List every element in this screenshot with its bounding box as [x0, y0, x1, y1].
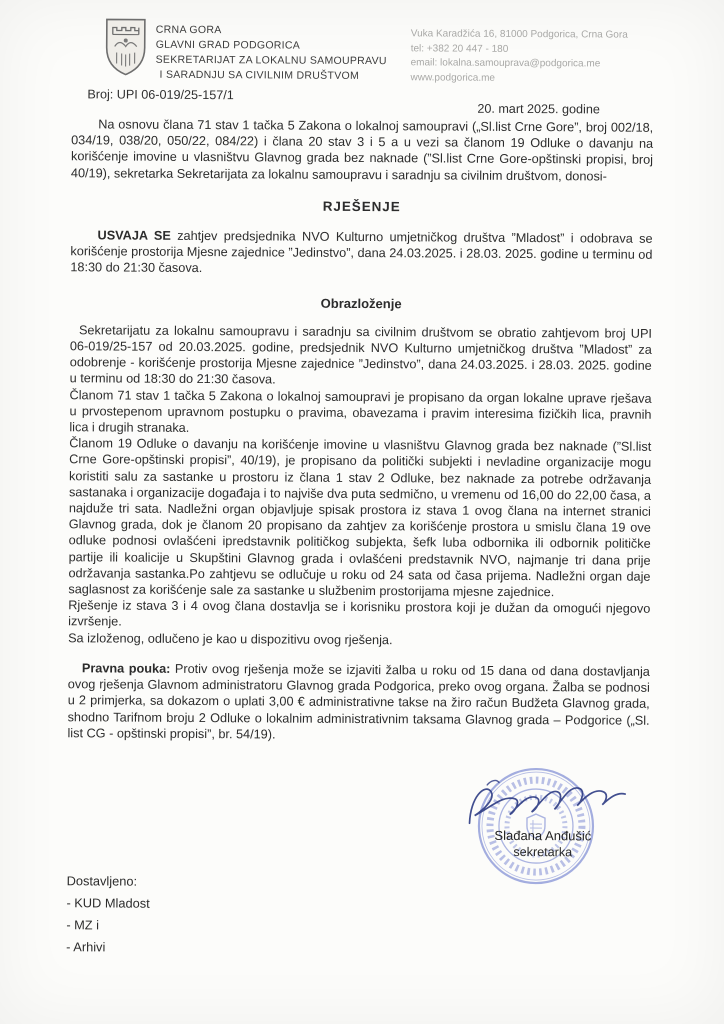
contact-website: www.podgorica.me: [410, 71, 496, 84]
legal-remedy-paragraph: [67, 660, 649, 745]
distribution-item: - Arhivi: [66, 939, 106, 955]
org-line-country: CRNA GORA: [155, 23, 222, 37]
distribution-label: Dostavljeno:: [66, 873, 138, 889]
org-line-dept-2: I SARADNJU SA CIVILNIM DRUŠTVOM: [159, 68, 360, 82]
signatory-title: sekretarka: [513, 844, 573, 860]
document-body: [67, 116, 653, 744]
org-line-city: GLAVNI GRAD PODGORICA: [155, 38, 301, 52]
document-number: Broj: UPI 06-019/25-157/1: [87, 87, 234, 103]
contact-phone: tel: +382 20 447 - 180: [410, 42, 509, 55]
document-date: 20. mart 2025. godine: [477, 101, 600, 117]
distribution-item: - KUD Mladost: [66, 895, 150, 911]
distribution-item: - MZ i: [66, 917, 100, 933]
decision-lead: USVAJA SE: [97, 228, 171, 243]
org-line-dept-1: SEKRETARIJAT ZA LOKALNU SAMOUPRAVU: [155, 53, 387, 68]
document-title: RJEŠENJE: [322, 198, 401, 215]
signatory-name: Slađana Anđušić: [494, 827, 592, 844]
decision-paragraph: [70, 227, 652, 279]
explanation-paragraph-3: Članom 19 Odluke o davanju na korišćenje imovine u vlasništvu Glavnog grada bez naknade (”Sl.list Crne Gore-opštinski propisi”, 40/19), je propisano da politički subjekti i nevladine organizacije mogu koristiti salu za sastanke u prostoru iz člana 1 stav 2 Odluke, bez naknade za potrebe održavanja sastanaka i organizacije događaja i to najviše dva puta sedmično, u vremenu od 16,00 do 22,00 časa, a najduže tri sata. Nadležni organ objavljuje spisak prostora iz stava 1 ovog člana na internet stranici Glavnog grada, dok je članom 20 propisano da zahtjev za korišćenje prostora u smislu člana 19 ove odluke podnosi ovlašćeni ipredstavnik političkog subjekta, šefk luba odbornika ili odbornik političke partije ili koalicije u Skupštini Glavnog grada i ovlašćeni predstavnik NVO, najmanje tri dana prije održavanja sastanka.Po zahtjevu se odlučuje u roku od 24 sata od časa prijema. Nadležni organ daje saglasnost za korišćenje sale za sastanke u službenim prostorijama mjesne zajednice.: [68, 436, 652, 600]
explanation-paragraph-4: Rješenje iz stava 3 i 4 ovog člana dostavlja se i korisniku prostora koji je dužan da omogući njegovo izvršenje.: [68, 598, 651, 630]
decision-text: zahtjev predsjednika NVO Kulturno umjetničkog društva ”Mladost” i odobrava se korišćenje prostorija Mjesne zajednice ”Jedinstvo”, dana 24.03.2025. i 28.03. 2025. godine u terminu od 18:30 do 21:30 časova.: [70, 228, 653, 276]
handwritten-signature: [456, 760, 636, 836]
contact-address: Vuka Karadžića 16, 81000 Podgorica, Crna Gora: [410, 28, 628, 41]
explanation-paragraph-1: Sekretarijatu za lokalnu samoupravu i saradnju sa civilnim društvom se obratio zahtjevom broj UPI 06-019/25-157 od 20.03.2025. godine, predsjednik NVO Kulturno umjetničkog društva ”Mladost” za odobrenje - korišćenje prostorija Mjesne zajednice ”Jedinstvo”, dana 24.03.2025. i 28.03. 2025. godine u terminu od 18:30 do 21:30 časova.: [69, 323, 653, 387]
contact-email: email: lokalna.samouprava@podgorica.me: [410, 57, 601, 70]
distribution-list: [66, 870, 150, 959]
legal-remedy-lead: Pravna pouka:: [81, 661, 171, 676]
signature-block: [423, 775, 664, 859]
explanation-heading: Obrazloženje: [320, 295, 402, 311]
intro-paragraph: Na osnovu člana 71 stav 1 tačka 5 Zakona o lokalnoj samoupravi („Sl.list Crne Gore”, broj 002/18, 034/19, 038/20, 050/22, 084/22) i člana 20 stav 3 i 5 a u vezi sa članom 19 Odluke o davanju na korišćenje imovine u vlasništvu Glavnog grada bez naknade (”Sl.list Crne Gore-opštinski propisi, broj 40/19), sekretarka Sekretarijata za lokalnu samoupravu i saradnju sa civilnim društvom, donosi-: [70, 117, 654, 184]
institution-name: [155, 23, 387, 84]
coat-of-arms-icon: [103, 16, 149, 76]
contact-info: [410, 27, 627, 86]
explanation-paragraph-2: Članom 71 stav 1 tačka 5 Zakona o lokalnoj samoupravi je propisano da organ lokalne uprave rješava u prvostepenom upravnom postupku o pravima, obavezama i pravim interesima fizičkih lica, pravnih lica i drugih stranaka.: [69, 387, 652, 435]
legal-remedy-text: Protiv ovog rješenja može se izjaviti žalba u roku od 15 dana od dana dostavljanja ovog rješenja Glavnom administratoru Glavnog grada Podgorica, preko ovog organa. Žalba se podnosi u 2 primjerka, sa dokazom o uplati 3,00 € administrativne takse na žiro račun Budžeta Glavnog grada, shodno Tarifnom broju 2 Odluke o lokalnim administrativnim taksama Glavnog grada – Podgorice („Sl. list CG - opštinski propisi”, br. 54/19).: [67, 661, 650, 742]
explanation-paragraph-5: Sa izloženog, odlučeno je kao u dispozitivu ovog rješenja.: [68, 630, 393, 647]
